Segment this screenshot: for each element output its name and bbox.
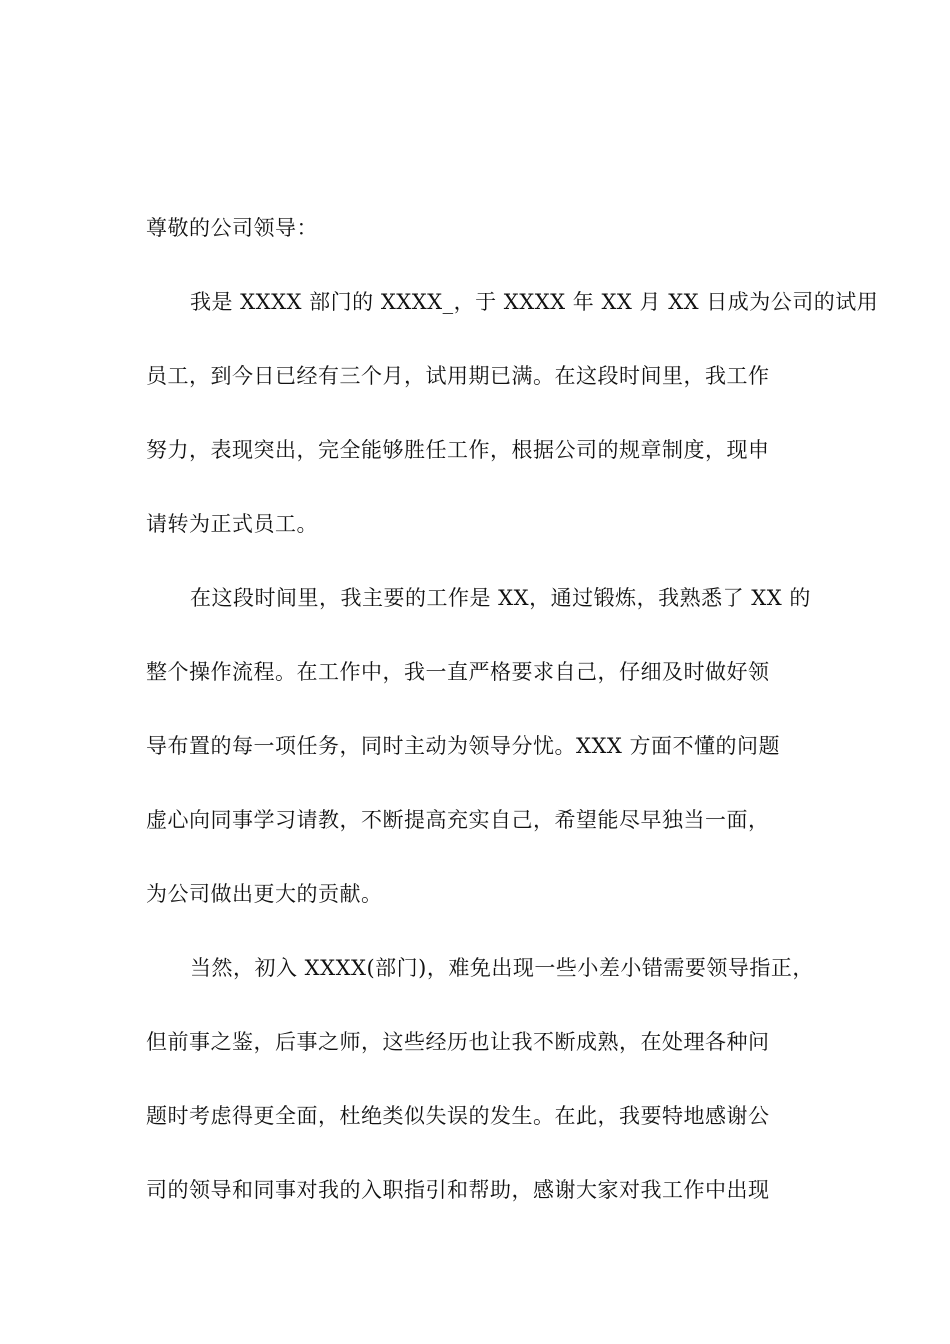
paragraph-3-line-4: 司的领导和同事对我的入职指引和帮助，感谢大家对我工作中出现 bbox=[146, 1178, 770, 1202]
paragraph-2-line-3: 导布置的每一项任务，同时主动为领导分忧。XXX 方面不懂的问题 bbox=[146, 734, 781, 758]
salutation: 尊敬的公司领导： bbox=[146, 216, 318, 240]
paragraph-1-line-2: 员工，到今日已经有三个月，试用期已满。在这段时间里，我工作 bbox=[146, 364, 770, 388]
paragraph-3-line-3: 题时考虑得更全面，杜绝类似失误的发生。在此，我要特地感谢公 bbox=[146, 1104, 770, 1128]
paragraph-3-line-2: 但前事之鉴，后事之师，这些经历也让我不断成熟，在处理各种问 bbox=[146, 1030, 770, 1054]
paragraph-1-line-3: 努力，表现突出，完全能够胜任工作，根据公司的规章制度，现申 bbox=[146, 438, 770, 462]
paragraph-2-line-4: 虚心向同事学习请教，不断提高充实自己，希望能尽早独当一面， bbox=[146, 808, 770, 832]
paragraph-2-line-5: 为公司做出更大的贡献。 bbox=[146, 882, 383, 906]
paragraph-2-line-2: 整个操作流程。在工作中，我一直严格要求自己，仔细及时做好领 bbox=[146, 660, 770, 684]
paragraph-1-line-4: 请转为正式员工。 bbox=[146, 512, 318, 536]
paragraph-1-line-1: 我是 XXXX 部门的 XXXX_，于 XXXX 年 XX 月 XX 日成为公司的试用 bbox=[190, 290, 879, 314]
paragraph-2-line-1: 在这段时间里，我主要的工作是 XX，通过锻炼，我熟悉了 XX 的 bbox=[190, 586, 811, 610]
paragraph-3-line-1: 当然，初入 XXXX(部门)，难免出现一些小差小错需要领导指正， bbox=[190, 956, 814, 980]
